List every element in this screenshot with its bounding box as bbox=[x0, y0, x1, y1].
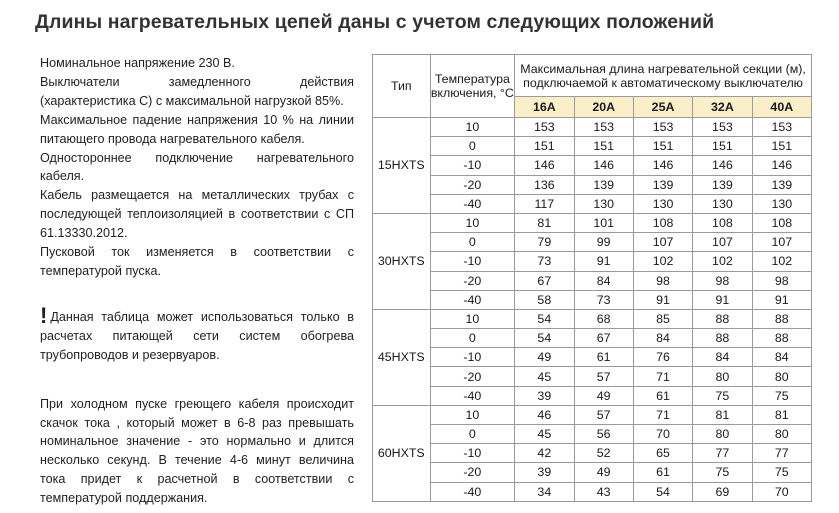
length-cell: 34 bbox=[515, 482, 574, 501]
table-row bbox=[373, 175, 812, 194]
length-cell: 80 bbox=[752, 367, 811, 386]
cold-start-paragraph: При холодном пуске греющего кабеля происходит скачок тока , который может в 6-8 раз превышать номинальное значение - это нормально и длится несколько секунд. В течение 4-6 минут величина тока придет к расчетной в соответствии с температурой поддержания. bbox=[40, 396, 354, 506]
table-row bbox=[373, 444, 812, 463]
length-cell: 130 bbox=[633, 194, 692, 213]
length-cell: 146 bbox=[633, 156, 692, 175]
length-cell: 153 bbox=[633, 118, 692, 137]
warning-text: Данная таблица может использоваться только в расчетах питающей сети систем обогрева трубопроводов и резервуаров. bbox=[40, 309, 354, 362]
length-cell: 75 bbox=[752, 386, 811, 405]
length-cell: 102 bbox=[633, 252, 692, 271]
length-cell: 88 bbox=[693, 309, 752, 328]
length-cell: 117 bbox=[515, 194, 574, 213]
table-row bbox=[373, 348, 812, 367]
temperature-cell: -40 bbox=[430, 386, 515, 405]
length-cell: 102 bbox=[693, 252, 752, 271]
connection-line: Одностороннее подключение нагревательного кабеля. bbox=[40, 150, 354, 184]
length-cell: 68 bbox=[574, 309, 633, 328]
length-cell: 52 bbox=[574, 444, 633, 463]
length-cell: 57 bbox=[574, 367, 633, 386]
length-cell: 91 bbox=[633, 290, 692, 309]
length-cell: 146 bbox=[515, 156, 574, 175]
length-cell: 151 bbox=[693, 137, 752, 156]
length-cell: 84 bbox=[693, 348, 752, 367]
length-cell: 139 bbox=[633, 175, 692, 194]
table-row bbox=[373, 233, 812, 252]
temperature-cell: -20 bbox=[430, 463, 515, 482]
length-cell: 67 bbox=[574, 329, 633, 348]
length-cell: 54 bbox=[633, 482, 692, 501]
col-header-temperature: Температура включения, °С bbox=[430, 55, 515, 118]
warning-paragraph bbox=[40, 302, 354, 365]
table-row bbox=[373, 329, 812, 348]
length-cell: 146 bbox=[693, 156, 752, 175]
temperature-cell: -10 bbox=[430, 252, 515, 271]
table-row bbox=[373, 271, 812, 290]
temperature-cell: -10 bbox=[430, 348, 515, 367]
cable-type-cell: 15HXTS bbox=[373, 118, 431, 214]
table-row bbox=[373, 213, 812, 232]
temperature-cell: 0 bbox=[430, 329, 515, 348]
length-cell: 102 bbox=[752, 252, 811, 271]
length-cell: 91 bbox=[693, 290, 752, 309]
amp-header: 16A bbox=[515, 97, 574, 118]
length-cell: 84 bbox=[633, 329, 692, 348]
voltage-line: Номинальное напряжение 230 В. bbox=[40, 56, 235, 70]
length-cell: 80 bbox=[752, 425, 811, 444]
table-row bbox=[373, 118, 812, 137]
length-cell: 136 bbox=[515, 175, 574, 194]
length-cell: 98 bbox=[633, 271, 692, 290]
amp-header: 20A bbox=[574, 97, 633, 118]
length-cell: 153 bbox=[574, 118, 633, 137]
length-cell: 80 bbox=[693, 425, 752, 444]
length-cell: 57 bbox=[574, 405, 633, 424]
length-cell: 49 bbox=[574, 463, 633, 482]
table-row bbox=[373, 386, 812, 405]
table-row bbox=[373, 405, 812, 424]
length-cell: 73 bbox=[515, 252, 574, 271]
length-cell: 39 bbox=[515, 386, 574, 405]
conditions-paragraph bbox=[40, 54, 354, 281]
temperature-cell: -40 bbox=[430, 290, 515, 309]
length-cell: 85 bbox=[633, 309, 692, 328]
length-cell: 81 bbox=[693, 405, 752, 424]
length-cell: 73 bbox=[574, 290, 633, 309]
length-cell: 101 bbox=[574, 213, 633, 232]
length-cell: 49 bbox=[515, 348, 574, 367]
table-row bbox=[373, 156, 812, 175]
length-cell: 88 bbox=[693, 329, 752, 348]
length-cell: 75 bbox=[693, 463, 752, 482]
amp-header: 40A bbox=[752, 97, 811, 118]
temperature-cell: -20 bbox=[430, 367, 515, 386]
amp-header: 25A bbox=[633, 97, 692, 118]
temperature-cell: 0 bbox=[430, 233, 515, 252]
length-cell: 75 bbox=[752, 463, 811, 482]
table-row bbox=[373, 425, 812, 444]
length-cell: 58 bbox=[515, 290, 574, 309]
length-cell: 65 bbox=[633, 444, 692, 463]
temperature-cell: 0 bbox=[430, 137, 515, 156]
length-cell: 67 bbox=[515, 271, 574, 290]
temperature-cell: 10 bbox=[430, 118, 515, 137]
length-cell: 91 bbox=[574, 252, 633, 271]
length-cell: 70 bbox=[633, 425, 692, 444]
page-title: Длины нагревательных цепей даны с учетом следующих положений bbox=[35, 11, 715, 33]
length-cell: 139 bbox=[574, 175, 633, 194]
table-row bbox=[373, 252, 812, 271]
length-cell: 56 bbox=[574, 425, 633, 444]
length-cell: 54 bbox=[515, 309, 574, 328]
length-cell: 108 bbox=[693, 213, 752, 232]
length-cell: 108 bbox=[633, 213, 692, 232]
table-row bbox=[373, 367, 812, 386]
length-cell: 76 bbox=[633, 348, 692, 367]
length-cell: 54 bbox=[515, 329, 574, 348]
length-cell: 107 bbox=[633, 233, 692, 252]
length-cell: 151 bbox=[574, 137, 633, 156]
temperature-cell: -40 bbox=[430, 194, 515, 213]
length-cell: 146 bbox=[574, 156, 633, 175]
length-cell: 130 bbox=[693, 194, 752, 213]
temperature-cell: -10 bbox=[430, 156, 515, 175]
temperature-cell: -10 bbox=[430, 444, 515, 463]
amp-header: 32A bbox=[693, 97, 752, 118]
length-cell: 107 bbox=[752, 233, 811, 252]
length-cell: 98 bbox=[752, 271, 811, 290]
breaker-line: Выключатели замедленного действия (характеристика С) с максимальной нагрузкой 85%. bbox=[40, 74, 354, 108]
length-cell: 146 bbox=[752, 156, 811, 175]
temperature-cell: 10 bbox=[430, 213, 515, 232]
cable-type-cell: 45HXTS bbox=[373, 309, 431, 405]
length-cell: 91 bbox=[752, 290, 811, 309]
length-cell: 84 bbox=[752, 348, 811, 367]
length-cell: 139 bbox=[693, 175, 752, 194]
start-current-line: Пусковой ток изменяется в соответствии с температурой пуска. bbox=[40, 245, 354, 278]
table-row bbox=[373, 290, 812, 309]
length-cell: 153 bbox=[515, 118, 574, 137]
length-cell: 81 bbox=[752, 405, 811, 424]
cable-type-cell: 60HXTS bbox=[373, 405, 431, 501]
length-cell: 79 bbox=[515, 233, 574, 252]
table-row bbox=[373, 309, 812, 328]
cable-type-cell: 30HXTS bbox=[373, 213, 431, 309]
length-cell: 130 bbox=[752, 194, 811, 213]
length-cell: 130 bbox=[574, 194, 633, 213]
length-cell: 139 bbox=[752, 175, 811, 194]
length-cell: 71 bbox=[633, 405, 692, 424]
length-cell: 71 bbox=[633, 367, 692, 386]
length-cell: 39 bbox=[515, 463, 574, 482]
col-header-type: Тип bbox=[373, 55, 431, 118]
length-cell: 70 bbox=[752, 482, 811, 501]
length-cell: 45 bbox=[515, 367, 574, 386]
table-row bbox=[373, 194, 812, 213]
placement-line: Кабель размещается на металлических трубах с последующей теплоизоляцией в соответствии с СП 61.13330.2012. bbox=[40, 188, 354, 241]
length-cell: 108 bbox=[752, 213, 811, 232]
length-cell: 45 bbox=[515, 425, 574, 444]
conditions-text bbox=[40, 54, 354, 508]
length-cell: 80 bbox=[693, 367, 752, 386]
length-cell: 99 bbox=[574, 233, 633, 252]
temperature-cell: 10 bbox=[430, 405, 515, 424]
col-header-max-length: Максимальная длина нагревательной секции (м), подключаемой к автоматическому выключателю bbox=[515, 55, 812, 97]
length-cell: 153 bbox=[752, 118, 811, 137]
table-row bbox=[373, 482, 812, 501]
warning-icon: ! bbox=[40, 302, 48, 328]
temperature-cell: -40 bbox=[430, 482, 515, 501]
length-cell: 61 bbox=[633, 386, 692, 405]
length-cell: 49 bbox=[574, 386, 633, 405]
voltage-drop-line: Максимальное падение напряжения 10 % на линии питающего провода нагревательного кабеля. bbox=[40, 112, 354, 146]
length-cell: 61 bbox=[633, 463, 692, 482]
length-cell: 107 bbox=[693, 233, 752, 252]
length-cell: 81 bbox=[515, 213, 574, 232]
length-cell: 61 bbox=[574, 348, 633, 367]
temperature-cell: 0 bbox=[430, 425, 515, 444]
length-cell: 88 bbox=[752, 309, 811, 328]
length-cell: 153 bbox=[693, 118, 752, 137]
length-cell: 88 bbox=[752, 329, 811, 348]
length-cell: 84 bbox=[574, 271, 633, 290]
length-cell: 151 bbox=[752, 137, 811, 156]
temperature-cell: 10 bbox=[430, 309, 515, 328]
length-cell: 75 bbox=[693, 386, 752, 405]
length-cell: 151 bbox=[515, 137, 574, 156]
length-cell: 69 bbox=[693, 482, 752, 501]
length-cell: 43 bbox=[574, 482, 633, 501]
length-cell: 77 bbox=[693, 444, 752, 463]
length-cell: 98 bbox=[693, 271, 752, 290]
temperature-cell: -20 bbox=[430, 175, 515, 194]
heating-length-table bbox=[372, 54, 812, 502]
length-cell: 151 bbox=[633, 137, 692, 156]
length-cell: 46 bbox=[515, 405, 574, 424]
length-cell: 77 bbox=[752, 444, 811, 463]
temperature-cell: -20 bbox=[430, 271, 515, 290]
table-row bbox=[373, 463, 812, 482]
table-row bbox=[373, 137, 812, 156]
length-cell: 42 bbox=[515, 444, 574, 463]
